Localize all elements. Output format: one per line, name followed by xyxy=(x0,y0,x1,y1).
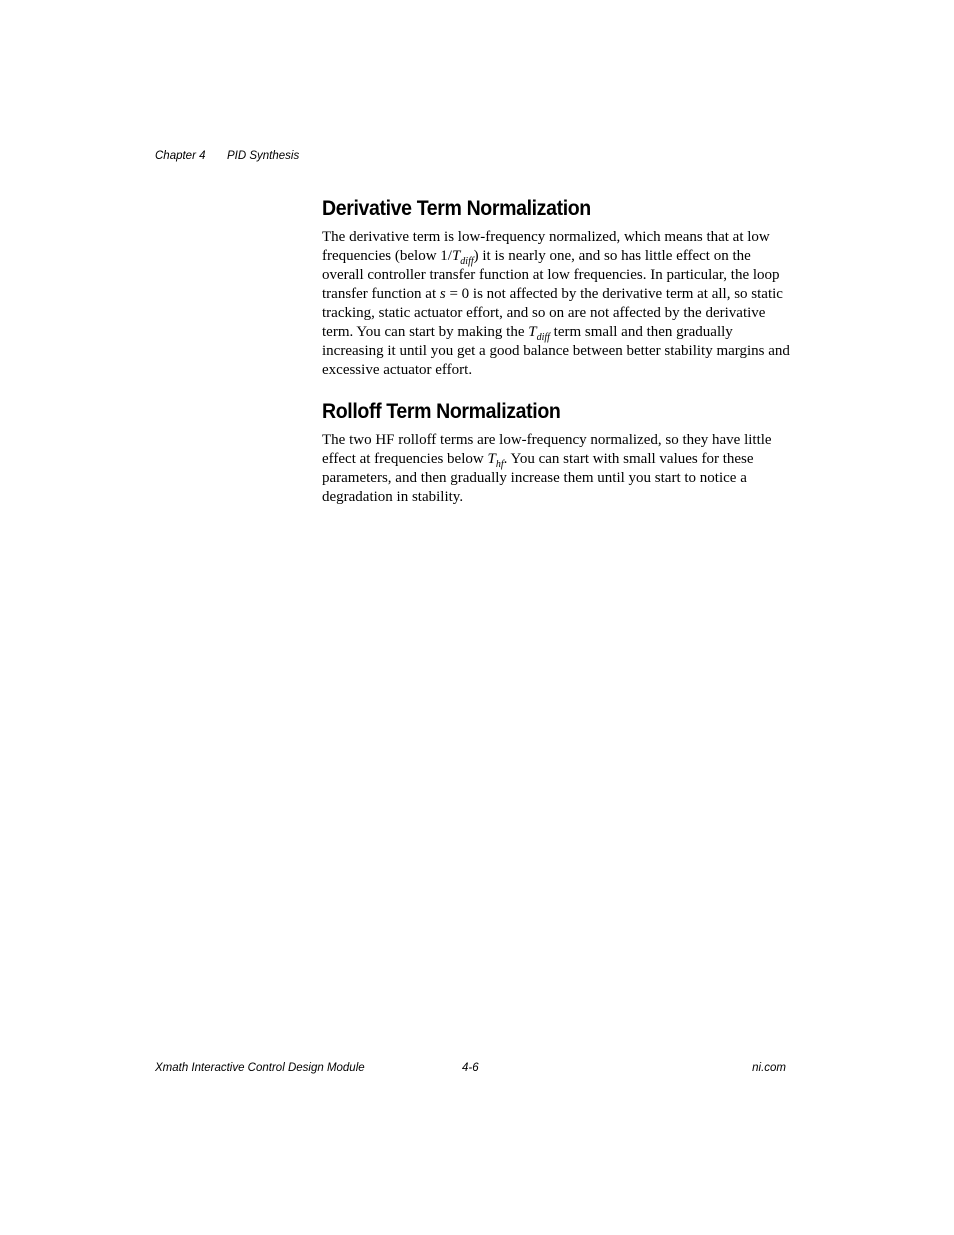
chapter-number: Chapter 4 xyxy=(155,150,206,162)
footer-manual-title: Xmath Interactive Control Design Module xyxy=(155,1062,365,1074)
math-subscript: diff xyxy=(536,332,550,343)
section-heading: Rolloff Term Normalization xyxy=(322,400,561,423)
math-subscript: diff xyxy=(460,256,474,267)
text-run: term small and then gradually increasing it until you get a good balance between better stability margins and excessive actuator effort. xyxy=(322,324,790,378)
text-run: ) it is nearly one, and so has little effect on the overall controller transfer function at low frequencies. In particular, the loop transfer function at xyxy=(322,248,780,302)
section-rolloff-term xyxy=(322,400,792,507)
text-run: The derivative term is low-frequency normalized, which means that at low frequencies (below 1/ xyxy=(322,229,770,264)
math-subscript: hf xyxy=(495,459,504,470)
section-heading: Derivative Term Normalization xyxy=(322,197,591,220)
footer-page-number: 4-6 xyxy=(462,1062,479,1074)
math-variable: T xyxy=(528,324,537,340)
math-variable: s xyxy=(439,286,446,302)
text-run: . You can start with small values for these parameters, and then gradually increase them until you start to notice a degradation in stability. xyxy=(322,451,754,505)
page-body xyxy=(322,197,792,507)
text-run: = 0 is not affected by the derivative term at all, so static tracking, static actuator effort, and so on are not affected by the derivative term. You can start by making the xyxy=(322,286,783,340)
running-header xyxy=(155,150,299,162)
math-variable: T xyxy=(451,248,461,264)
footer-website: ni.com xyxy=(752,1062,786,1074)
text-run: The two HF rolloff terms are low-frequency normalized, so they have little effect at frequencies below xyxy=(322,432,772,467)
section-derivative-term xyxy=(322,197,792,380)
chapter-title: PID Synthesis xyxy=(227,150,300,162)
section-paragraph xyxy=(322,228,792,380)
math-variable: T xyxy=(487,451,496,467)
section-paragraph xyxy=(322,431,792,507)
